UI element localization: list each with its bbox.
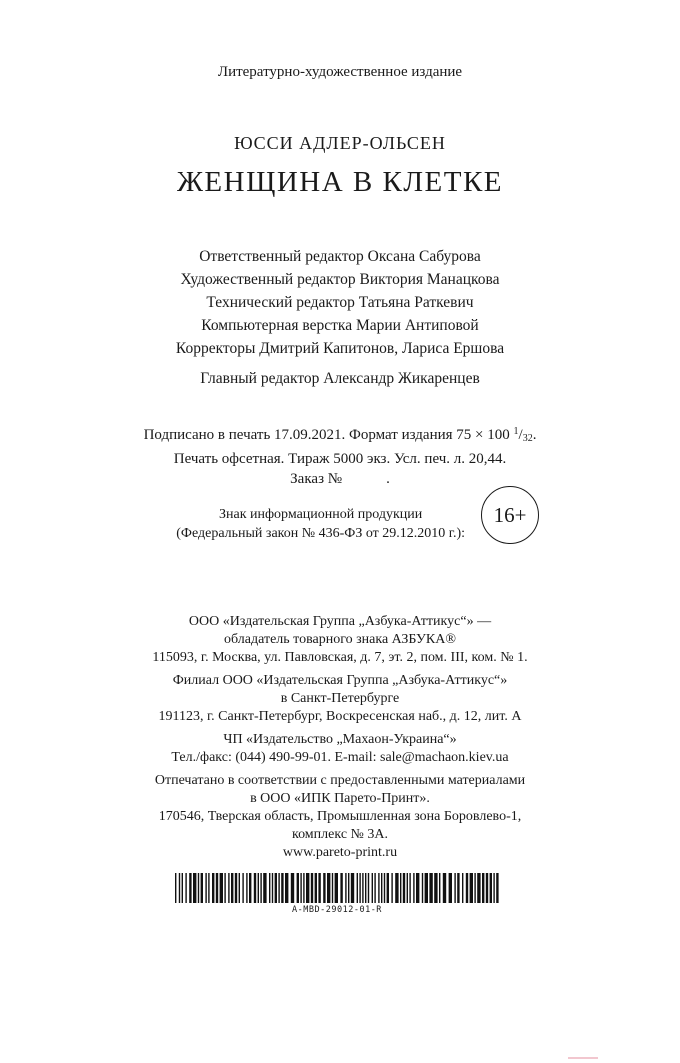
barcode-bar	[493, 873, 494, 903]
barcode-bar	[362, 873, 363, 903]
barcode-bar	[470, 873, 473, 903]
credit-line: Корректоры Дмитрий Капитонов, Лариса Ершова	[175, 340, 505, 357]
genre-label: Литературно-художественное издание	[217, 64, 463, 80]
barcode-bar	[272, 873, 273, 903]
age-rating-badge: 16+	[481, 486, 539, 544]
barcode-bar	[228, 873, 229, 903]
barcode-bar	[315, 873, 317, 903]
barcode-bar	[198, 873, 199, 903]
barcode-bar	[368, 873, 369, 903]
barcode-bar	[374, 873, 375, 903]
age-rating-text: Знак информационной продукции (Федеральный закон № 436-ФЗ от 29.12.2010 г.):	[176, 507, 465, 541]
barcode-bar	[403, 873, 405, 903]
credit-line: Компьютерная верстка Марии Антиповой	[201, 317, 479, 334]
barcode-label: A-MBD-29012-01-R	[292, 905, 382, 915]
barcode-bar	[413, 873, 414, 903]
barcode-bar	[318, 873, 320, 903]
barcode-bar	[235, 873, 237, 903]
book-title: ЖЕНЩИНА В КЛЕТКЕ	[176, 166, 504, 198]
barcode-bar	[422, 873, 423, 903]
barcode-bar	[443, 873, 446, 903]
barcode-bar	[311, 873, 313, 903]
barcode-bar	[185, 873, 186, 903]
barcode-bar	[335, 873, 338, 903]
barcode-bar	[425, 873, 428, 903]
barcode	[173, 873, 501, 903]
barcode-bar	[416, 873, 419, 903]
corner-mark	[568, 1057, 598, 1059]
barcode-bar	[496, 873, 498, 903]
barcode-bar	[291, 873, 294, 903]
barcode-bar	[466, 873, 468, 903]
barcode-bar	[387, 873, 389, 903]
barcode-bar	[378, 873, 379, 903]
barcode-bar	[231, 873, 233, 903]
barcode-bar	[179, 873, 180, 903]
credit-line: Технический редактор Татьяна Раткевич	[206, 294, 474, 311]
barcode-bar	[189, 873, 191, 903]
barcode-bar	[340, 873, 342, 903]
barcode-bar	[323, 873, 325, 903]
ukraine-block: ЧП «Издательство „Махаон-Украина“» Тел./факс: (044) 490-99-01. E-mail: sale@machaon.kiev.ua	[171, 732, 509, 765]
barcode-bar	[434, 873, 437, 903]
barcode-bar	[454, 873, 455, 903]
barcode-bar	[306, 873, 309, 903]
barcode-bar	[239, 873, 240, 903]
credit-line: Художественный редактор Виктория Манацкова	[180, 271, 500, 288]
barcode-bar	[462, 873, 463, 903]
publication-line: Печать офсетная. Тираж 5000 экз. Усл. печ. л. 20,44.	[173, 451, 507, 467]
barcode-bar	[395, 873, 398, 903]
barcode-bar	[224, 873, 225, 903]
barcode-bar	[201, 873, 203, 903]
publication-info	[0, 422, 680, 489]
barcode-bar	[381, 873, 382, 903]
barcode-bar	[263, 873, 266, 903]
barcode-bar	[269, 873, 270, 903]
barcode-bar	[474, 873, 475, 903]
barcode-bar	[482, 873, 484, 903]
barcode-bar	[332, 873, 333, 903]
barcode-bar	[205, 873, 206, 903]
barcode-bar	[254, 873, 256, 903]
barcode-bar	[439, 873, 440, 903]
barcode-bar	[409, 873, 410, 903]
credit-line: Ответственный редактор Оксана Сабурова	[199, 248, 481, 265]
barcode-bar	[357, 873, 358, 903]
staff-credits	[0, 245, 680, 360]
publication-line: Подписано в печать 17.09.2021. Формат издания 75 × 100 $^1/_{32}$.	[143, 426, 537, 444]
barcode-bar	[372, 873, 373, 903]
barcode-bar	[249, 873, 251, 903]
barcode-bar	[242, 873, 243, 903]
format-denominator: 32	[522, 433, 533, 444]
barcode-bar	[297, 873, 299, 903]
barcode-bar	[300, 873, 301, 903]
barcode-bar	[477, 873, 480, 903]
barcode-bar	[258, 873, 259, 903]
barcode-bar	[175, 873, 176, 903]
format-numerator: 1	[513, 426, 519, 437]
barcode-bar	[391, 873, 392, 903]
barcode-bar	[365, 873, 366, 903]
publisher-block: ООО «Издательская Группа „Азбука-Аттикус“» — обладатель товарного знака АЗБУКА® 115093, г. Москва, ул. Павловская, д. 7, эт. 2, пом. III, ком. № 1.	[152, 614, 528, 665]
barcode-bar	[216, 873, 218, 903]
barcode-bar	[486, 873, 488, 903]
barcode-bar	[351, 873, 354, 903]
branch-block: Филиал ООО «Издательская Группа „Азбука-Аттикус“» в Санкт-Петербурге 191123, г. Санкт-Петербург, Воскресенская наб., д. 12, лит. А	[158, 673, 522, 724]
barcode-bar	[260, 873, 261, 903]
barcode-bar	[303, 873, 304, 903]
chief-editor: Главный редактор Александр Жикаренцев	[200, 370, 480, 387]
barcode-bar	[275, 873, 277, 903]
barcode-bar	[457, 873, 459, 903]
barcode-bar	[220, 873, 223, 903]
barcode-bar	[281, 873, 283, 903]
barcode-bar	[384, 873, 385, 903]
barcode-bar	[327, 873, 330, 903]
barcode-bar	[246, 873, 247, 903]
barcode-bar	[400, 873, 401, 903]
barcode-bar	[212, 873, 214, 903]
barcode-bar	[285, 873, 288, 903]
author-name: ЮССИ АДЛЕР-ОЛЬСЕН	[234, 133, 446, 153]
barcode-bar	[348, 873, 349, 903]
barcode-bar	[182, 873, 183, 903]
barcode-bar	[359, 873, 360, 903]
barcode-bar	[407, 873, 408, 903]
barcode-bar	[429, 873, 432, 903]
barcode-bar	[278, 873, 279, 903]
barcode-bar	[208, 873, 209, 903]
imprint	[0, 613, 680, 867]
barcode-bar	[345, 873, 346, 903]
printer-block: Отпечатано в соответствии с предоставленными материалами в ООО «ИПК Парето-Принт». 170546, Тверская область, Промышленная зона Боровлево-1, комплекс № 3А. www.pareto-print.ru	[154, 773, 526, 860]
barcode-bar	[193, 873, 196, 903]
barcode-bar	[490, 873, 492, 903]
order-line: Заказ № .	[290, 471, 390, 487]
barcode-bar	[449, 873, 452, 903]
